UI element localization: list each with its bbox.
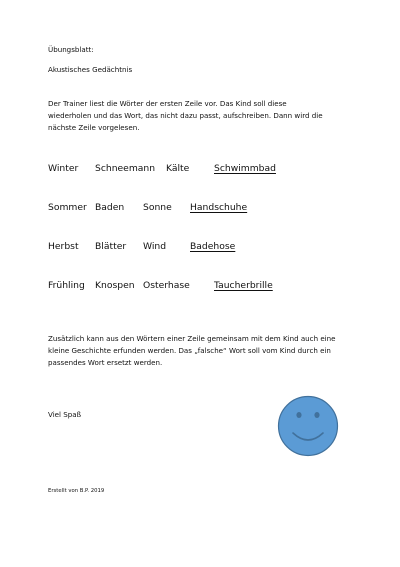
word: Blätter bbox=[95, 241, 127, 252]
worksheet-subtitle: Akustisches Gedächtnis bbox=[48, 65, 133, 74]
worksheet-title: Übungsblatt: bbox=[48, 45, 94, 54]
instructions-line: Der Trainer liest die Wörter der ersten Zeile vor. Das Kind soll diese bbox=[48, 99, 287, 108]
word: Sommer bbox=[48, 202, 87, 213]
word: Wind bbox=[143, 241, 167, 252]
word: Frühling bbox=[48, 280, 85, 291]
odd-word: Badehose bbox=[190, 241, 236, 252]
extra-line: passendes Wort ersetzt werden. bbox=[48, 358, 163, 368]
extra-line: Zusätzlich kann aus den Wörtern einer Zeile gemeinsam mit dem Kind auch eine bbox=[48, 334, 336, 343]
word: Schneemann bbox=[95, 163, 156, 174]
odd-word: Schwimmbad bbox=[214, 163, 276, 174]
word-row bbox=[48, 279, 348, 293]
greeting-text: Viel Spaß bbox=[48, 410, 82, 419]
word-row bbox=[48, 162, 348, 176]
word: Sonne bbox=[143, 202, 172, 213]
word-row bbox=[48, 240, 348, 254]
instructions-line: wiederholen und das Wort, das nicht dazu passt, aufschreiben. Dann wird die bbox=[48, 111, 323, 121]
word: Osterhase bbox=[143, 280, 190, 291]
word: Herbst bbox=[48, 241, 79, 252]
smiley-face-icon bbox=[277, 395, 339, 457]
extra-paragraph bbox=[48, 333, 373, 370]
odd-word: Taucherbrille bbox=[214, 280, 273, 291]
footer-credit: Erstellt von B.P. 2019 bbox=[48, 488, 105, 494]
instructions-paragraph bbox=[48, 98, 373, 135]
extra-line: kleine Geschichte erfunden werden. Das „falsche“ Wort soll vom Kind durch ein bbox=[48, 346, 331, 356]
word: Kälte bbox=[166, 163, 190, 174]
word: Winter bbox=[48, 163, 79, 174]
odd-word: Handschuhe bbox=[190, 202, 248, 213]
instructions-line: nächste Zeile vorgelesen. bbox=[48, 123, 140, 133]
word: Knospen bbox=[95, 280, 135, 291]
word: Baden bbox=[95, 202, 125, 213]
word-row bbox=[48, 201, 348, 215]
